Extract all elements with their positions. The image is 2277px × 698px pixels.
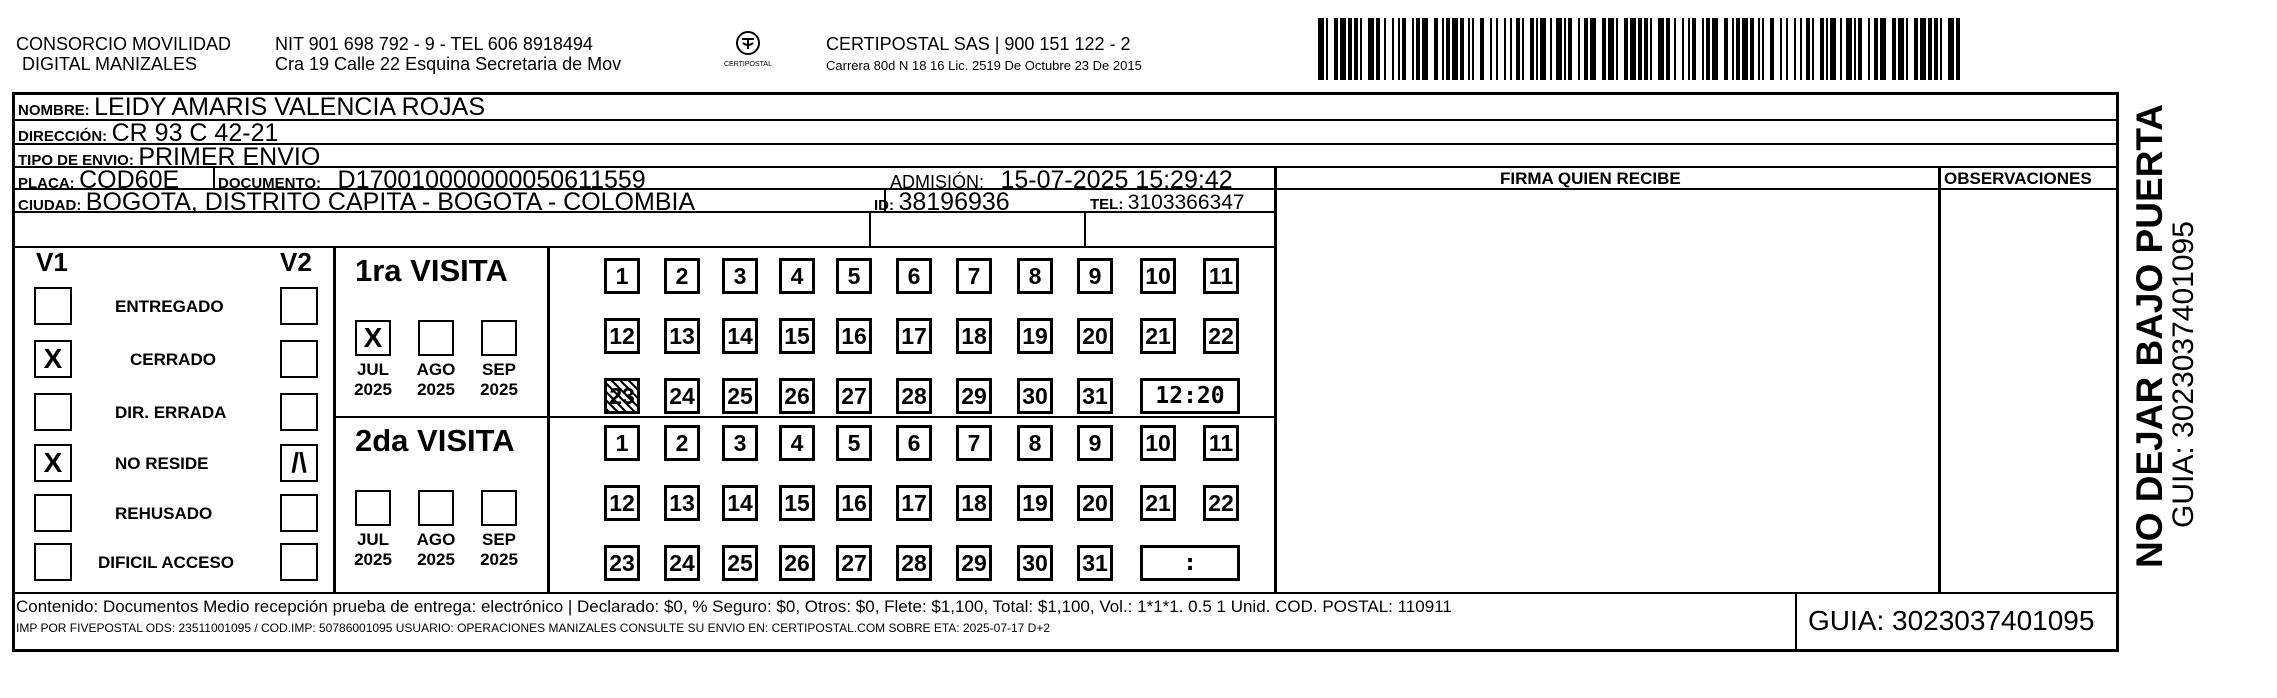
barcode-bar xyxy=(1706,18,1710,80)
v1-checkbox[interactable]: X xyxy=(34,444,72,482)
barcode-bar xyxy=(1812,18,1814,80)
barcode-bar xyxy=(1522,18,1524,80)
admision-label: ADMISIÓN: xyxy=(890,172,985,192)
logo-text: CERTIPOSTAL xyxy=(724,61,772,68)
visit2-day-box[interactable]: 22 xyxy=(1203,485,1239,521)
barcode-bar xyxy=(1434,18,1438,80)
visit1-day-box[interactable]: 9 xyxy=(1077,258,1113,294)
month-year: 2025 xyxy=(480,549,518,569)
visit2-day-box[interactable]: 15 xyxy=(779,485,815,521)
observaciones-area[interactable] xyxy=(1942,191,2116,590)
observaciones-label: OBSERVACIONES xyxy=(1944,169,2092,188)
barcode-bar xyxy=(1674,18,1676,80)
tipo-envio-label: TIPO DE ENVIO: xyxy=(18,152,134,169)
barcode-bar xyxy=(1742,18,1748,80)
barcode-bar xyxy=(1732,18,1734,80)
visit2-day-box[interactable]: 1 xyxy=(604,425,640,461)
visit1-day-box[interactable]: 25 xyxy=(722,378,758,414)
visit1-day-box[interactable]: 22 xyxy=(1203,318,1239,354)
firma-area[interactable] xyxy=(1278,191,1936,590)
barcode-bar xyxy=(1504,18,1506,80)
barcode-bar xyxy=(1692,18,1696,80)
visit1-month-label xyxy=(343,360,403,399)
firma-label: FIRMA QUIEN RECIBE xyxy=(1500,169,1681,188)
barcode-bar xyxy=(1376,18,1380,80)
barcode-bar xyxy=(1724,18,1728,80)
barcode-bar xyxy=(1794,18,1796,80)
visit1-title: 1ra VISITA xyxy=(355,253,508,288)
visit2-day-box[interactable]: 29 xyxy=(956,545,992,581)
barcode-bar xyxy=(1326,18,1328,80)
visit1-day-box[interactable]: 21 xyxy=(1140,318,1176,354)
v2-checkbox[interactable] xyxy=(280,543,318,581)
side-text xyxy=(2125,104,2205,568)
visit2-day-box[interactable]: 20 xyxy=(1077,485,1113,521)
visit1-day-box[interactable]: 6 xyxy=(896,258,932,294)
barcode-bar xyxy=(1914,18,1918,80)
nombre-value: LEIDY AMARIS VALENCIA ROJAS xyxy=(94,93,486,121)
barcode-bar xyxy=(1530,18,1534,80)
barcode-bar xyxy=(1472,18,1474,80)
barcode-bar xyxy=(1398,18,1400,80)
visit1-day-box[interactable]: 23 xyxy=(604,378,640,414)
v1-label: V1 xyxy=(36,247,68,277)
barcode-bar xyxy=(1688,18,1690,80)
barcode-bar xyxy=(1354,18,1358,80)
certipostal-line2: Carrera 80d N 18 16 Lic. 2519 De Octubre 23 De 2015 xyxy=(826,58,1142,73)
tel-value: 3103366347 xyxy=(1127,191,1245,214)
barcode-bar xyxy=(1750,18,1754,80)
barcode-bar xyxy=(1956,18,1960,80)
ciudad-label: CIUDAD: xyxy=(18,197,82,214)
visit2-day-box[interactable]: 2 xyxy=(664,425,700,461)
v1-checkbox[interactable] xyxy=(34,494,72,532)
visit2-day-box[interactable]: 30 xyxy=(1017,545,1053,581)
company-name-line2: DIGITAL MANIZALES xyxy=(22,54,198,74)
month-name: SEP xyxy=(481,360,517,379)
barcode-bar xyxy=(1846,18,1852,80)
barcode-bar xyxy=(1806,18,1810,80)
visit2-day-box[interactable]: 27 xyxy=(836,545,872,581)
barcode-bar xyxy=(1780,18,1782,80)
visit2-month-checkbox[interactable] xyxy=(355,490,391,526)
barcode-bar xyxy=(1820,18,1824,80)
id-value: 38196936 xyxy=(898,188,1010,216)
visit2-day-box[interactable]: 9 xyxy=(1077,425,1113,461)
visit2-day-box[interactable]: 12 xyxy=(604,485,640,521)
ciudad-row xyxy=(18,190,695,215)
id-label: ID: xyxy=(874,197,894,214)
visit1-day-box[interactable]: 4 xyxy=(779,258,815,294)
barcode-bar xyxy=(1510,18,1512,80)
status-option-label: CERRADO xyxy=(130,350,216,369)
status-option-label: NO RESIDE xyxy=(115,454,209,473)
barcode-bar xyxy=(1658,18,1664,80)
visit1-month-checkbox[interactable] xyxy=(418,320,454,356)
visit2-month-label xyxy=(469,530,529,569)
visit2-day-box[interactable]: 14 xyxy=(722,485,758,521)
side-warning: NO DEJAR BAJO PUERTA xyxy=(2129,104,2170,568)
visit1-day-box[interactable]: 30 xyxy=(1017,378,1053,414)
visit1-day-box[interactable]: 1 xyxy=(604,258,640,294)
ciudad-value: BOGOTA, DISTRITO CAPITA - BOGOTA - COLOMBIA xyxy=(85,188,696,216)
barcode-bar xyxy=(1608,18,1614,80)
barcode-bar xyxy=(1826,18,1828,80)
visit2-time-box[interactable]: : xyxy=(1140,545,1240,581)
month-name: JUL xyxy=(356,360,390,379)
month-name: AGO xyxy=(416,360,456,379)
visit2-day-box[interactable]: 5 xyxy=(836,425,872,461)
footer-line1: Contenido: Documentos Medio recepción prueba de entrega: electrónico | Declarado: $0, % Seguro: $0, Otros: $0, Flete: $1,100, Total: $1,100, Vol.: 1*1*1. 0.5 1 Unid. COD. POSTAL: 110911 xyxy=(16,597,1452,616)
barcode-bar xyxy=(1898,18,1904,80)
barcode-bar xyxy=(1568,18,1572,80)
barcode-bar xyxy=(1384,18,1386,80)
v1-checkbox[interactable] xyxy=(34,543,72,581)
v1-checkbox[interactable] xyxy=(34,287,72,325)
visit1-day-box[interactable]: 11 xyxy=(1203,258,1239,294)
barcode xyxy=(1318,18,1968,80)
v2-checkbox[interactable] xyxy=(280,393,318,431)
barcode-bar xyxy=(1590,18,1596,80)
visit2-day-box[interactable]: 7 xyxy=(956,425,992,461)
barcode-bar xyxy=(1624,18,1628,80)
guia-box: GUIA: 3023037401095 xyxy=(1808,605,2095,636)
barcode-bar xyxy=(1578,18,1580,80)
admision-value: 15-07-2025 15:29:42 xyxy=(1000,166,1233,194)
visit1-day-box[interactable]: 17 xyxy=(896,318,932,354)
month-year: 2025 xyxy=(417,379,455,399)
barcode-bar xyxy=(1762,18,1764,80)
barcode-bar xyxy=(1540,18,1546,80)
barcode-bar xyxy=(1854,18,1856,80)
visit1-day-box[interactable]: 10 xyxy=(1140,258,1176,294)
month-name: SEP xyxy=(481,530,517,549)
visit1-day-box[interactable]: 20 xyxy=(1077,318,1113,354)
v1-checkbox[interactable]: X xyxy=(34,340,72,378)
barcode-bar xyxy=(1786,18,1788,80)
month-year: 2025 xyxy=(480,379,518,399)
barcode-bar xyxy=(1480,18,1484,80)
visit2-day-box[interactable]: 18 xyxy=(956,485,992,521)
visit2-day-box[interactable]: 24 xyxy=(664,545,700,581)
visit2-day-box[interactable]: 25 xyxy=(722,545,758,581)
nombre-label: NOMBRE: xyxy=(18,102,90,119)
visit2-day-box[interactable]: 13 xyxy=(664,485,700,521)
company-name-line1: CONSORCIO MOVILIDAD xyxy=(16,34,232,54)
barcode-bar xyxy=(1402,18,1406,80)
barcode-bar xyxy=(1564,18,1566,80)
visit2-day-box[interactable]: 11 xyxy=(1203,425,1239,461)
tel-row xyxy=(1090,192,1245,213)
visit2-day-box[interactable]: 21 xyxy=(1140,485,1176,521)
visit1-month-checkbox[interactable] xyxy=(481,320,517,356)
status-option-label: REHUSADO xyxy=(115,504,213,523)
visit2-month-label xyxy=(406,530,466,569)
visit1-day-box[interactable]: 26 xyxy=(779,378,815,414)
barcode-bar xyxy=(1412,18,1414,80)
visit2-month-checkbox[interactable] xyxy=(418,490,454,526)
barcode-bar xyxy=(1892,18,1896,80)
direccion-label: DIRECCIÓN: xyxy=(18,128,108,145)
barcode-bar xyxy=(1584,18,1588,80)
visit2-day-box[interactable]: 8 xyxy=(1017,425,1053,461)
barcode-bar xyxy=(1874,18,1878,80)
visit2-day-box[interactable]: 19 xyxy=(1017,485,1053,521)
tel-label: TEL: xyxy=(1090,196,1124,213)
barcode-bar xyxy=(1442,18,1444,80)
barcode-bar xyxy=(1452,18,1458,80)
visit1-day-box[interactable]: 24 xyxy=(664,378,700,414)
month-name: JUL xyxy=(356,530,390,549)
barcode-bar xyxy=(1392,18,1394,80)
barcode-bar xyxy=(1906,18,1908,80)
visit1-day-box[interactable]: 16 xyxy=(836,318,872,354)
v2-label: V2 xyxy=(280,247,312,277)
direccion-value: CR 93 C 42-21 xyxy=(111,119,279,147)
visit1-day-box[interactable]: 7 xyxy=(956,258,992,294)
visit1-day-box[interactable]: 27 xyxy=(836,378,872,414)
visit1-day-box[interactable]: 12 xyxy=(604,318,640,354)
barcode-bar xyxy=(1340,18,1346,80)
barcode-bar xyxy=(1758,18,1760,80)
barcode-bar xyxy=(1928,18,1932,80)
visit1-day-box[interactable]: 28 xyxy=(896,378,932,414)
barcode-bar xyxy=(1416,18,1420,80)
nit-line: NIT 901 698 792 - 9 - TEL 606 8918494 xyxy=(275,34,593,54)
barcode-bar xyxy=(1348,18,1352,80)
visit1-day-box[interactable]: 13 xyxy=(664,318,700,354)
visit1-day-box[interactable]: 31 xyxy=(1077,378,1113,414)
barcode-bar xyxy=(1468,18,1470,80)
visit1-time-box[interactable]: 12:20 xyxy=(1140,378,1240,414)
barcode-bar xyxy=(1666,18,1670,80)
barcode-bar xyxy=(1446,18,1450,80)
barcode-bar xyxy=(1490,18,1492,80)
visit1-day-box[interactable]: 18 xyxy=(956,318,992,354)
visit2-day-box[interactable]: 16 xyxy=(836,485,872,521)
visit1-day-box[interactable]: 5 xyxy=(836,258,872,294)
barcode-bar xyxy=(1712,18,1718,80)
visit1-day-box[interactable]: 29 xyxy=(956,378,992,414)
barcode-bar xyxy=(1550,18,1552,80)
placa-value: COD60E xyxy=(79,166,180,194)
visit1-day-box[interactable]: 3 xyxy=(722,258,758,294)
barcode-bar xyxy=(1368,18,1374,80)
nombre-row xyxy=(18,95,485,120)
visit2-title: 2da VISITA xyxy=(355,423,515,458)
v2-checkbox[interactable] xyxy=(280,340,318,378)
documento-value: D170010000000050611559 xyxy=(337,166,646,194)
visit2-day-box[interactable]: 4 xyxy=(779,425,815,461)
visit2-day-box[interactable]: 10 xyxy=(1140,425,1176,461)
barcode-bar xyxy=(1644,18,1648,80)
barcode-bar xyxy=(1422,18,1428,80)
visit1-month-label xyxy=(469,360,529,399)
visit2-day-box[interactable]: 3 xyxy=(722,425,758,461)
placa-label: PLACA: xyxy=(18,175,75,192)
v2-checkbox[interactable] xyxy=(280,287,318,325)
barcode-bar xyxy=(1868,18,1870,80)
barcode-bar xyxy=(1736,18,1740,80)
visit2-day-box[interactable]: 28 xyxy=(896,545,932,581)
visit1-day-box[interactable]: 8 xyxy=(1017,258,1053,294)
id-row xyxy=(874,190,1010,215)
barcode-bar xyxy=(1920,18,1926,80)
status-option-label: DIR. ERRADA xyxy=(115,403,227,422)
month-year: 2025 xyxy=(354,379,392,399)
month-name: AGO xyxy=(416,530,456,549)
visit2-day-box[interactable]: 17 xyxy=(896,485,932,521)
visit2-month-label xyxy=(343,530,403,569)
barcode-bar xyxy=(1948,18,1954,80)
side-guia: GUIA: 3023037401095 xyxy=(2167,221,2200,528)
barcode-bar xyxy=(1496,18,1498,80)
month-year: 2025 xyxy=(354,549,392,569)
barcode-bar xyxy=(1682,18,1684,80)
barcode-bar xyxy=(1536,18,1538,80)
visit1-day-box[interactable]: 14 xyxy=(722,318,758,354)
visit1-month-checkbox[interactable]: X xyxy=(355,320,391,356)
barcode-bar xyxy=(1460,18,1464,80)
barcode-bar xyxy=(1556,18,1562,80)
visit2-day-box[interactable]: 6 xyxy=(896,425,932,461)
tipo-envio-value: PRIMER ENVIO xyxy=(138,143,321,171)
visit1-day-box[interactable]: 2 xyxy=(664,258,700,294)
barcode-bar xyxy=(1630,18,1636,80)
visit1-month-label xyxy=(406,360,466,399)
barcode-bar xyxy=(1858,18,1862,80)
month-year: 2025 xyxy=(417,549,455,569)
barcode-bar xyxy=(1702,18,1704,80)
visit2-day-box[interactable]: 23 xyxy=(604,545,640,581)
v2-checkbox[interactable] xyxy=(280,494,318,532)
v1-checkbox[interactable] xyxy=(34,393,72,431)
barcode-bar xyxy=(1880,18,1886,80)
barcode-bar xyxy=(1318,18,1324,80)
visit1-day-box[interactable]: 19 xyxy=(1017,318,1053,354)
barcode-bar xyxy=(1516,18,1520,80)
barcode-bar xyxy=(1638,18,1642,80)
certipostal-logo xyxy=(718,30,778,75)
barcode-bar xyxy=(1840,18,1842,80)
visit1-day-box[interactable]: 15 xyxy=(779,318,815,354)
barcode-bar xyxy=(1616,18,1618,80)
barcode-bar xyxy=(1830,18,1836,80)
address-line: Cra 19 Calle 22 Esquina Secretaria de Mov xyxy=(275,54,622,74)
v2-checkbox[interactable]: /\ xyxy=(280,444,318,482)
certipostal-line1: CERTIPOSTAL SAS | 900 151 122 - 2 xyxy=(826,34,1131,54)
barcode-bar xyxy=(1800,18,1802,80)
visit2-day-box[interactable]: 31 xyxy=(1077,545,1113,581)
footer-line2: IMP POR FIVEPOSTAL ODS: 23511001095 / COD.IMP: 50786001095 USUARIO: OPERACIONES MANIZALES CONSULTE SU ENVIO EN: CERTIPOSTAL.COM SOBRE ETA: 2025-07-17 D+2 xyxy=(16,621,1051,635)
status-option-label: ENTREGADO xyxy=(115,297,224,316)
barcode-bar xyxy=(1602,18,1606,80)
barcode-bar xyxy=(1934,18,1938,80)
visit2-month-checkbox[interactable] xyxy=(481,490,517,526)
documento-label: DOCUMENTO: xyxy=(218,175,322,192)
status-option-label: DIFICIL ACCESO xyxy=(98,553,235,572)
barcode-bar xyxy=(1360,18,1362,80)
barcode-bar xyxy=(1940,18,1942,80)
barcode-bar xyxy=(1770,18,1774,80)
barcode-bar xyxy=(1334,18,1338,80)
barcode-bar xyxy=(1650,18,1652,80)
visit2-day-box[interactable]: 26 xyxy=(779,545,815,581)
